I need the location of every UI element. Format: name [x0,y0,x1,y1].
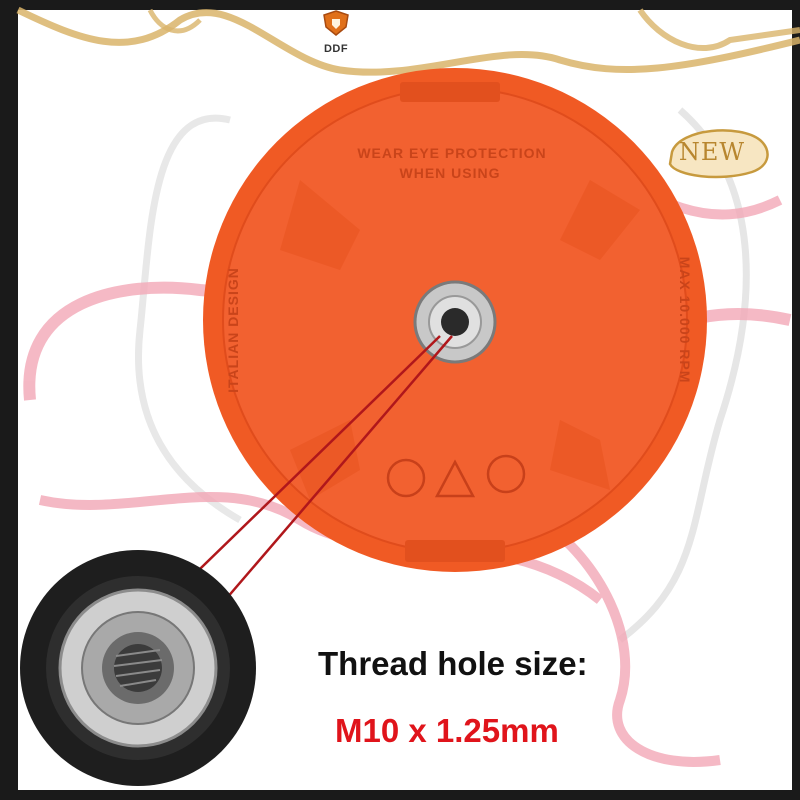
new-badge [660,126,764,180]
brand-logo [314,10,358,55]
warning-text-line2: WHEN USING [399,165,501,181]
thread-hole-size: M10 x 1.25mm [335,712,559,749]
new-badge-label: NEW [678,138,746,166]
brand-name: DDF [323,43,349,55]
warning-text-line1: WEAR EYE PROTECTION [357,145,547,161]
side-text-left: ITALIAN DESIGN [225,267,241,393]
thread-closeup [20,550,256,786]
shield-icon [321,10,351,36]
side-text-right: MAX 10.000 RPM [677,256,693,384]
thread-hole-title: Thread hole size: [318,645,588,682]
trimmer-head [203,68,707,572]
